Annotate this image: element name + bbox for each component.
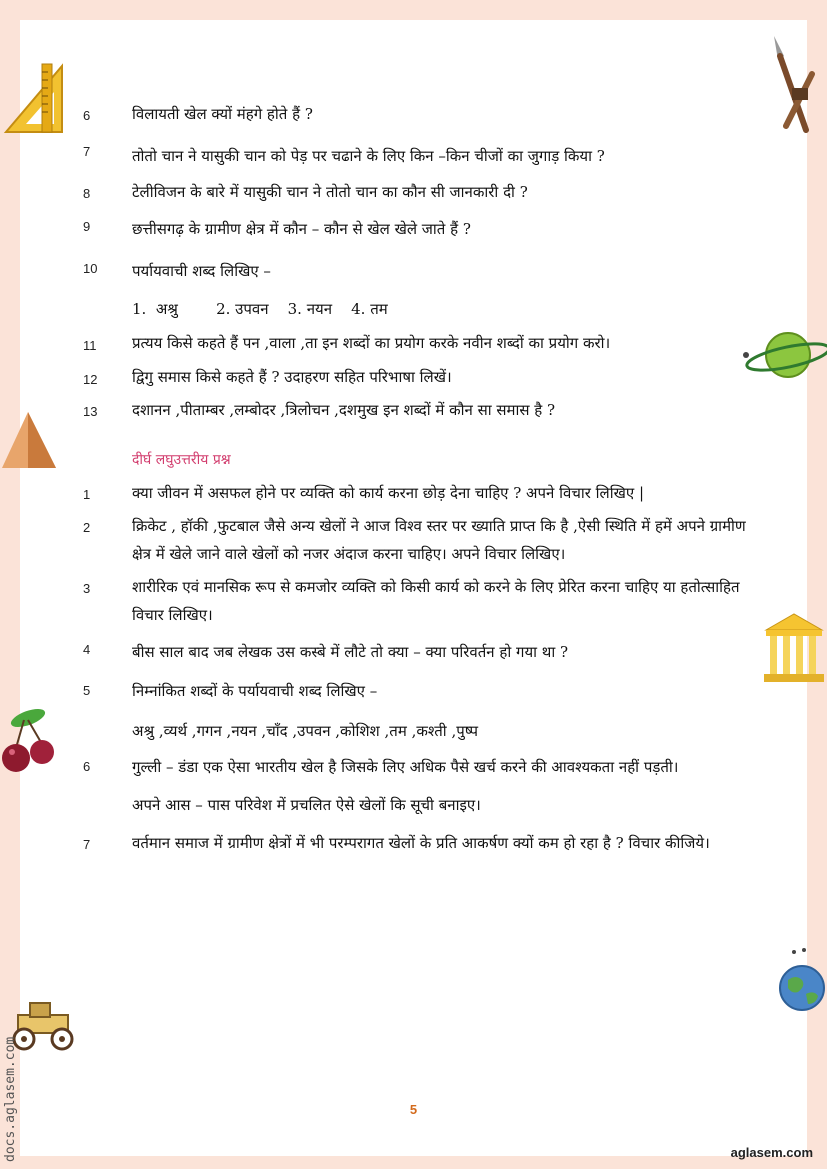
question-text: बीस साल बाद जब लेखक उस कस्बे में लौटे तो क्या – क्या परिवर्तन हो गया था ? — [132, 643, 569, 661]
globe-icon — [778, 946, 826, 1016]
question-text: वर्तमान समाज में ग्रामीण क्षेत्रों में भी परम्परागत खेलों के प्रति आकर्षण क्यों कम हो रहा है ? विचार कीजिये। — [132, 834, 710, 852]
question-text: प्रत्यय किसे कहते हैं पन ,वाला ,ता इन शब्दों का प्रयोग करके नवीन शब्दों का प्रयोग करो। — [132, 334, 611, 352]
question-text: छत्तीसगढ़ के ग्रामीण क्षेत्र में कौन – कौन से खेल खेले जाते हैं ? — [132, 220, 471, 238]
question-number: 7 — [83, 837, 91, 852]
question-number: 9 — [83, 219, 91, 234]
question-number: 13 — [83, 404, 98, 419]
page-number: 5 — [409, 1102, 418, 1117]
garden-tools-icon — [766, 34, 824, 134]
question-text: टेलीविजन के बारे में यासुकी चान ने तोतो चान का कौन सी जानकारी दी ? — [132, 183, 528, 201]
page-sheet — [20, 20, 807, 1156]
question-text: दशानन ,पीताम्बर ,लम्बोदर ,त्रिलोचन ,दशमुख इन शब्दों में कौन सा समास है ? — [132, 401, 556, 419]
question-number: 11 — [83, 338, 97, 353]
question-number: 1 — [83, 487, 91, 502]
ruler-triangle-icon — [2, 62, 66, 134]
question-number: 6 — [83, 108, 91, 123]
planet-ring-icon — [740, 325, 827, 385]
question-text: निम्नांकित शब्दों के पर्यायवाची शब्द लिखिए – — [132, 682, 378, 700]
question-number: 10 — [83, 261, 98, 276]
question-text: क्या जीवन में असफल होने पर व्यक्ति को कार्य करना छोड़ देना चाहिए ? अपने विचार लिखिए | — [132, 484, 644, 502]
question-text: द्विगु समास किसे कहते हैं ? उदाहरण सहित परिभाषा लिखें। — [132, 368, 452, 386]
watermark-text: docs.aglasem.com — [3, 1036, 18, 1162]
question-text: विलायती खेल क्यों मंहगे होते हैं ? — [132, 105, 313, 123]
site-footer[interactable]: aglasem.com — [730, 1145, 813, 1160]
cherries-icon — [2, 708, 58, 778]
question-text: अश्रु ,व्यर्थ ,गगन ,नयन ,चाँद ,उपवन ,कोशिश ,तम ,कश्ती ,पुष्प — [132, 722, 479, 740]
question-text: अपने आस – पास परिवेश में प्रचलित ऐसे खेलों कि सूची बनाइए। — [132, 796, 481, 814]
question-number: 4 — [83, 642, 91, 657]
question-number: 6 — [83, 759, 91, 774]
question-text: पर्यायवाची शब्द लिखिए – — [132, 262, 271, 280]
question-number: 7 — [83, 144, 91, 159]
pyramid-icon — [0, 410, 58, 470]
question-text: शारीरिक एवं मानसिक रूप से कमजोर व्यक्ति को किसी कार्य को करने के लिए प्रेरित करना चाहिए या हतोत्साहित विचार लिखिए। — [132, 578, 740, 624]
question-text: गुल्ली – डंडा एक ऐसा भारतीय खेल है जिसके लिए अधिक पैसे खर्च करने की आवश्यकता नहीं पड़ती। — [132, 758, 679, 776]
temple-icon — [762, 612, 827, 684]
question-number: 2 — [83, 520, 91, 535]
question-number: 3 — [83, 581, 91, 596]
question-number: 5 — [83, 683, 91, 698]
question-text: 1. अश्रु 2. उपवन 3. नयन 4. तम — [132, 300, 388, 318]
section-heading: दीर्घ लघुउत्तरीय प्रश्न — [132, 452, 231, 468]
question-text: क्रिकेट , हॉकी ,फुटबाल जैसे अन्य खेलों ने आज विश्व स्तर पर ख्याति प्राप्त कि है ,ऐसी स्थिति में हमें अपने ग्रामीण क्षेत्र में खेले जाने वाले खेलों को नजर अंदाज करना चाहिए। अपने विचार लिखिए। — [132, 517, 746, 563]
question-number: 8 — [83, 186, 91, 201]
question-text: तोतो चान ने यासुकी चान को पेड़ पर चढाने के लिए किन –किन चीजों का जुगाड़ किया ? — [132, 147, 605, 165]
question-number: 12 — [83, 372, 98, 387]
